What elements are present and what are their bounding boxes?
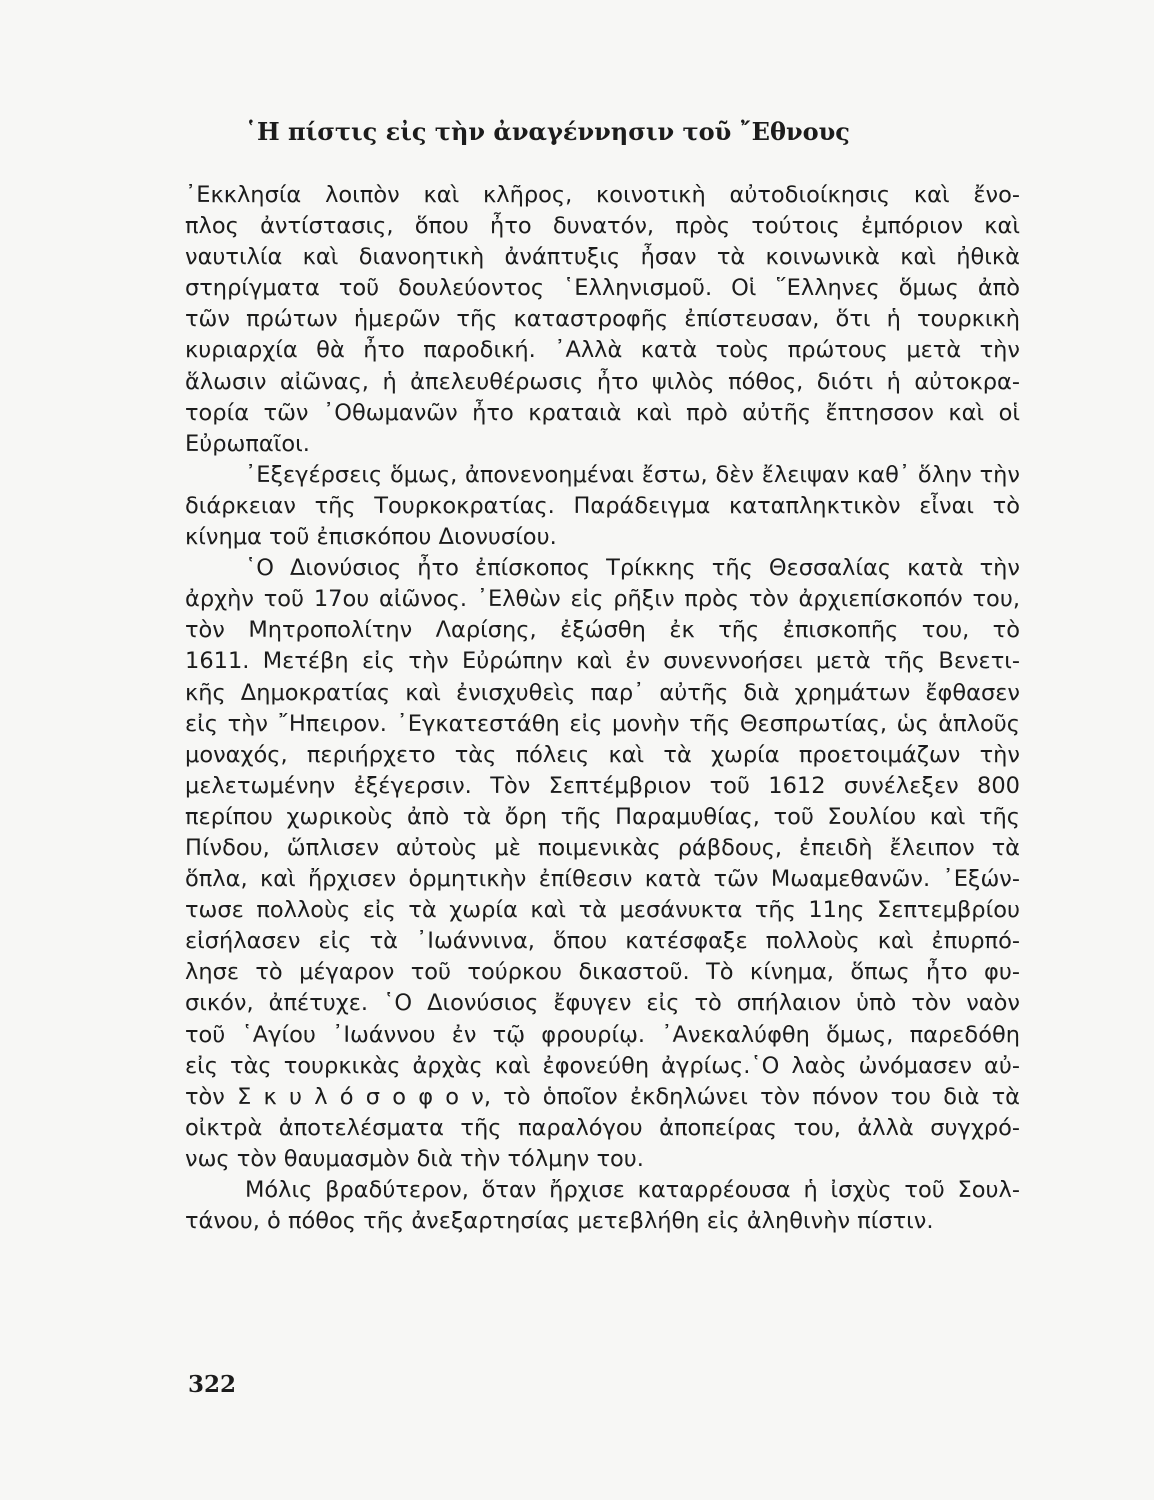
text-line: στηρίγματα τοῦ δουλεύοντος ῾Ελληνισμοῦ. Οἱ ῞Ελληνες ὅμως ἀπὸ [185, 275, 1020, 302]
text-line: τῶν πρώτων ἡμερῶν τῆς καταστροφῆς ἐπίστευσαν, ὅτι ἡ τουρκικὴ [185, 306, 1020, 333]
text-line: ᾿Εκκλησία λοιπὸν καὶ κλῆρος, κοινοτικὴ αὐτοδιοίκησις καὶ ἔνο- [185, 182, 1020, 208]
text-line: μελετωμένην ἐξέγερσιν. Τὸν Σεπτέμβριον τοῦ 1612 συνέλεξεν 800 [185, 772, 1020, 799]
text-line: τὸν Σ κ υ λ ό σ ο φ ο ν, τὸ ὁποῖον ἐκδηλώνει τὸν πόνον του διὰ τὰ [185, 1083, 1020, 1110]
text-line: κίνημα τοῦ ἐπισκόπου Διονυσίου. [185, 524, 557, 551]
text-line: τοῦ ῾Αγίου ᾿Ιωάννου ἐν τῷ φρουρίῳ. ᾿Ανεκαλύφθη ὅμως, παρεδόθη [185, 1021, 1020, 1048]
text-line: πλος ἀντίστασις, ὅπου ἦτο δυνατόν, πρὸς τούτοις ἐμπόριον καὶ [185, 213, 1020, 240]
text-line: ἅλωσιν αἰῶνας, ἡ ἀπελευθέρωσις ἦτο ψιλὸς πόθος, διότι ἡ αὐτοκρα- [185, 368, 1020, 395]
text-line: 1611. Μετέβη εἰς τὴν Εὐρώπην καὶ ἐν συνεννοήσει μετὰ τῆς Βενετι- [185, 648, 1020, 675]
text-line: οἰκτρὰ ἀποτελέσματα τῆς παραλόγου ἀποπείρας του, ἀλλὰ συγχρό- [185, 1114, 1020, 1141]
text-line: νως τὸν θαυμασμὸν διὰ τὴν τόλμην του. [185, 1145, 644, 1172]
text-line: ῾Ο Διονύσιος ἦτο ἐπίσκοπος Τρίκκης τῆς Θεσσαλίας κατὰ τὴν [245, 555, 1020, 582]
text-line: κυριαρχία θὰ ἦτο παροδική. ᾿Αλλὰ κατὰ τοὺς πρώτους μετὰ τὴν [185, 337, 1020, 364]
body-text [185, 180, 1020, 1237]
text-line: διάρκειαν τῆς Τουρκοκρατίας. Παράδειγμα καταπληκτικὸν εἶναι τὸ [185, 492, 1020, 519]
text-line: ναυτιλία καὶ διανοητικὴ ἀνάπτυξις ἦσαν τὰ κοινωνικὰ καὶ ἠθικὰ [185, 244, 1020, 271]
text-line: τάνου, ὁ πόθος τῆς ἀνεξαρτησίας μετεβλήθη εἰς ἀληθινὴν πίστιν. [185, 1208, 934, 1235]
text-line: εἰς τὴν ῎Ηπειρον. ᾿Εγκατεστάθη εἰς μονὴν τῆς Θεσπρωτίας, ὡς ἁπλοῦς [185, 710, 1020, 737]
text-line: τορία τῶν ᾿Οθωμανῶν ἦτο κραταιὰ καὶ πρὸ αὐτῆς ἔπτησσον καὶ οἱ [185, 399, 1020, 426]
text-line: λησε τὸ μέγαρον τοῦ τούρκου δικαστοῦ. Τὸ κίνημα, ὅπως ἦτο φυ- [185, 959, 1020, 986]
text-line: ὅπλα, καὶ ἤρχισεν ὁρμητικὴν ἐπίθεσιν κατὰ τῶν Μωαμεθανῶν. ᾿Εξών- [185, 866, 1020, 893]
text-line: Μόλις βραδύτερον, ὅταν ἤρχισε καταρρέουσα ἡ ἰσχὺς τοῦ Σουλ- [245, 1177, 1020, 1203]
text-line: Εὐρωπαῖοι. [185, 430, 310, 457]
text-line: ἀρχὴν τοῦ 17ου αἰῶνος. ᾿Ελθὼν εἰς ρῆξιν πρὸς τὸν ἀρχιεπίσκοπόν του, [185, 586, 1020, 613]
text-line: σικόν, ἀπέτυχε. ῾Ο Διονύσιος ἔφυγεν εἰς τὸ σπήλαιον ὑπὸ τὸν ναὸν [185, 990, 1020, 1017]
text-line: ᾿Εξεγέρσεις ὅμως, ἀπονενοημέναι ἔστω, δὲν ἔλειψαν καθ᾿ ὅλην τὴν [245, 461, 1020, 488]
text-line: τὸν Μητροπολίτην Λαρίσης, ἐξώσθη ἐκ τῆς ἐπισκοπῆς του, τὸ [185, 617, 1020, 644]
text-line: κῆς Δημοκρατίας καὶ ἐνισχυθεὶς παρ᾿ αὐτῆς διὰ χρημάτων ἔφθασεν [185, 679, 1020, 706]
text-line: μοναχός, περιήρχετο τὰς πόλεις καὶ τὰ χωρία προετοιμάζων τὴν [185, 741, 1020, 768]
text-line: τωσε πολλοὺς εἰς τὰ χωρία καὶ τὰ μεσάνυκτα τῆς 11ης Σεπτεμβρίου [185, 897, 1020, 924]
text-line: εἰς τὰς τουρκικὰς ἀρχὰς καὶ ἐφονεύθη ἀγρίως.῾Ο λαὸς ὠνόμασεν αὐ- [185, 1052, 1020, 1079]
text-line: Πίνδου, ὥπλισεν αὐτοὺς μὲ ποιμενικὰς ράβδους, ἐπειδὴ ἔλειπον τὰ [185, 834, 1020, 861]
section-title: ῾Η πίστις εἰς τὴν ἀναγέννησιν τοῦ ῎Εθνους [245, 117, 850, 146]
text-line: περίπου χωρικοὺς ἀπὸ τὰ ὄρη τῆς Παραμυθίας, τοῦ Σουλίου καὶ τῆς [185, 803, 1020, 830]
text-line: εἰσήλασεν εἰς τὰ ᾿Ιωάννινα, ὅπου κατέσφαξε πολλοὺς καὶ ἐπυρπό- [185, 928, 1020, 955]
page-number: 322 [188, 1371, 237, 1398]
